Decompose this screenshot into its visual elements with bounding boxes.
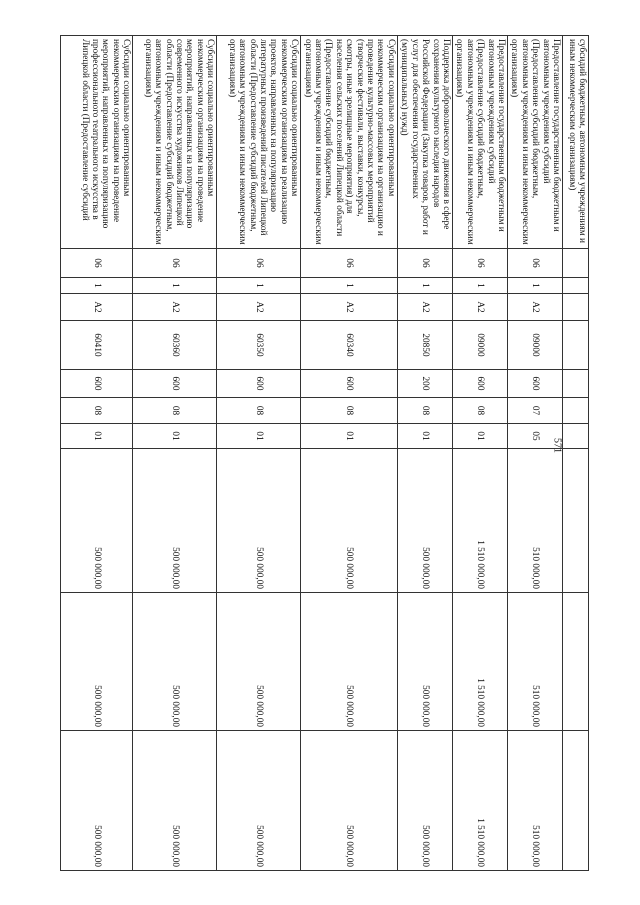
cell-sum-1: 1 510 000,00 (452, 449, 507, 593)
cell-dir: 60410 (61, 321, 133, 370)
cell-vr: 600 (452, 370, 507, 398)
cell-vr: 600 (133, 370, 217, 398)
cell-sum-1 (563, 449, 589, 593)
cell-sum-3: 500 000,00 (301, 731, 398, 871)
cell-vr: 600 (507, 370, 562, 398)
cell-sum-1: 510 000,00 (507, 449, 562, 593)
cell-gr: 06 (452, 249, 507, 278)
cell-pp: 1 (507, 278, 562, 294)
cell-osn: A2 (452, 294, 507, 321)
cell-osn: A2 (61, 294, 133, 321)
cell-gr (563, 249, 589, 278)
cell-sum-1: 500 000,00 (397, 449, 452, 593)
table-row (133, 36, 217, 871)
cell-rz: 07 (507, 398, 562, 424)
cell-sum-1: 500 000,00 (133, 449, 217, 593)
cell-dir: 09000 (507, 321, 562, 370)
cell-pp: 1 (133, 278, 217, 294)
cell-pp: 1 (452, 278, 507, 294)
cell-rz: 08 (133, 398, 217, 424)
cell-rz: 08 (397, 398, 452, 424)
cell-pp (563, 278, 589, 294)
cell-rz: 08 (217, 398, 301, 424)
cell-osn: A2 (507, 294, 562, 321)
cell-sum-2: 500 000,00 (217, 593, 301, 731)
cell-sum-2: 500 000,00 (397, 593, 452, 731)
cell-pp: 1 (61, 278, 133, 294)
cell-vr: 600 (301, 370, 398, 398)
cell-pr: 05 (507, 424, 562, 449)
cell-sum-1: 500 000,00 (301, 449, 398, 593)
cell-sum-3: 500 000,00 (397, 731, 452, 871)
table-row (61, 36, 133, 871)
row-name: Поддержка добровольческого движения в сфере сохранения культурного наследия народов Российской Федерации (Закупка товаров, работ и услуг для обеспечения государственных (муниципальных) нужд) (397, 36, 452, 249)
rotated-table-frame (68, 35, 589, 870)
cell-osn: A2 (397, 294, 452, 321)
cell-sum-3 (563, 731, 589, 871)
row-name: Субсидии социально ориентированным некоммерческим организациям на организацию и проведение культурно-массовых мероприятий (творческие фестивали, выставки, конкурсы, смотры, иные зрелищные мероприятия) для населения сельских поселений Липецкой области (Предоставление субсидий бюджетным, автономным учреждениям и иным некоммерческим организациям) (301, 36, 398, 249)
row-name: Субсидии социально ориентированным некоммерческим организациям на проведение мероприятий, направленных на популяризацию современного искусства художников Липецкой области (Предоставление субсидий бюджетным, автономным учреждениям и иным некоммерческим организациям) (133, 36, 217, 249)
cell-rz: 08 (61, 398, 133, 424)
cell-dir: 60360 (133, 321, 217, 370)
rotated-table-content (68, 35, 589, 870)
cell-pp: 1 (397, 278, 452, 294)
cell-sum-1: 500 000,00 (217, 449, 301, 593)
cell-sum-2: 1 510 000,00 (452, 593, 507, 731)
cell-gr: 06 (61, 249, 133, 278)
cell-sum-3: 500 000,00 (61, 731, 133, 871)
cell-vr (563, 370, 589, 398)
cell-sum-3: 510 000,00 (507, 731, 562, 871)
cell-osn: A2 (217, 294, 301, 321)
cell-sum-2 (563, 593, 589, 731)
table-row (397, 36, 452, 871)
cell-dir (563, 321, 589, 370)
table-row (563, 36, 589, 871)
cell-sum-3: 1 510 000,00 (452, 731, 507, 871)
cell-sum-2: 510 000,00 (507, 593, 562, 731)
cell-pr (563, 424, 589, 449)
cell-pr: 01 (397, 424, 452, 449)
row-name: Предоставление государственным бюджетным и автономным учреждениям субсидий (Предоставление субсидий бюджетным, автономным учреждениям и иным некоммерческим организациям) (507, 36, 562, 249)
row-name: субсидий бюджетным, автономным учреждениям и иным некоммерческим организациям) (563, 36, 589, 249)
cell-gr: 06 (301, 249, 398, 278)
cell-dir: 09000 (452, 321, 507, 370)
table-row (452, 36, 507, 871)
cell-vr: 600 (61, 370, 133, 398)
cell-dir: 60350 (217, 321, 301, 370)
cell-pr: 01 (217, 424, 301, 449)
cell-sum-3: 500 000,00 (133, 731, 217, 871)
cell-pr: 01 (133, 424, 217, 449)
cell-dir: 20850 (397, 321, 452, 370)
cell-pr: 01 (61, 424, 133, 449)
cell-pr: 01 (301, 424, 398, 449)
cell-sum-3: 500 000,00 (217, 731, 301, 871)
table-row (507, 36, 562, 871)
cell-vr: 600 (217, 370, 301, 398)
cell-gr: 06 (133, 249, 217, 278)
cell-rz: 08 (301, 398, 398, 424)
cell-sum-2: 500 000,00 (301, 593, 398, 731)
cell-rz: 08 (452, 398, 507, 424)
row-name: Субсидии социально ориентированным некоммерческим организациям на реализацию проектов, направленных на популяризацию литературных произведений писателей Липецкой области (Предоставление субсидий бюджетным, автономным учреждениям и иным некоммерческим организациям) (217, 36, 301, 249)
cell-sum-2: 500 000,00 (61, 593, 133, 731)
budget-table (60, 35, 589, 871)
cell-sum-1: 500 000,00 (61, 449, 133, 593)
cell-osn: A2 (301, 294, 398, 321)
cell-sum-2: 500 000,00 (133, 593, 217, 731)
cell-pr: 01 (452, 424, 507, 449)
cell-rz (563, 398, 589, 424)
table-row (217, 36, 301, 871)
cell-gr: 06 (507, 249, 562, 278)
cell-osn (563, 294, 589, 321)
cell-osn: A2 (133, 294, 217, 321)
table-row (301, 36, 398, 871)
cell-pp: 1 (301, 278, 398, 294)
row-name: Субсидии социально ориентированным некоммерческим организациям на проведение мероприятий, направленных на популяризацию профессионального театрального искусства в Липецкой области (Предоставление субсидий (61, 36, 133, 249)
cell-gr: 06 (397, 249, 452, 278)
cell-dir: 60340 (301, 321, 398, 370)
page-number: 571 (551, 438, 563, 453)
row-name: Предоставление государственным бюджетным и автономным учреждениям субсидий (Предоставление субсидий бюджетным, автономным учреждениям и иным некоммерческим организациям) (452, 36, 507, 249)
cell-vr: 200 (397, 370, 452, 398)
cell-gr: 06 (217, 249, 301, 278)
cell-pp: 1 (217, 278, 301, 294)
